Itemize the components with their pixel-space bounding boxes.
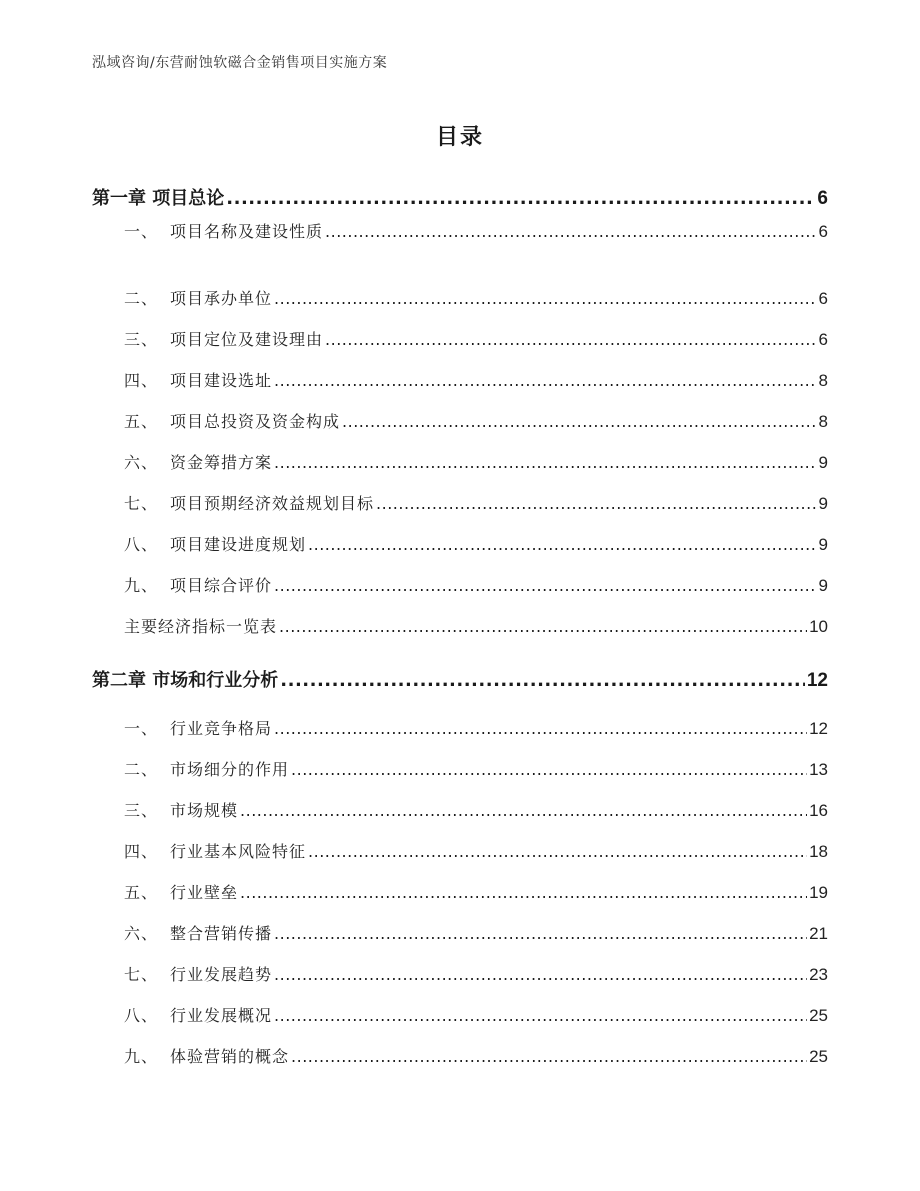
toc-entry[interactable] bbox=[124, 532, 828, 555]
toc-entry[interactable] bbox=[124, 798, 828, 821]
toc-entry[interactable] bbox=[124, 1044, 828, 1067]
toc-chapter-1-label: 第一章 项目总论 bbox=[92, 188, 225, 209]
toc-entry-number: 四、 bbox=[124, 842, 159, 861]
toc-chapter-2[interactable] bbox=[92, 666, 828, 692]
dot-leader bbox=[274, 371, 817, 390]
toc-entry-label: 项目总投资及资金构成 bbox=[170, 412, 341, 431]
dot-leader bbox=[325, 222, 817, 241]
toc-entry[interactable] bbox=[124, 573, 828, 596]
toc-entry-number: 六、 bbox=[124, 924, 159, 943]
toc-entry-page: 13 bbox=[809, 760, 828, 779]
toc-entry-label: 行业发展趋势 bbox=[170, 965, 273, 984]
toc-entry-label: 项目预期经济效益规划目标 bbox=[170, 494, 375, 513]
toc-entry-label: 行业基本风险特征 bbox=[170, 842, 307, 861]
dot-leader bbox=[291, 760, 807, 779]
toc-entry[interactable] bbox=[124, 880, 828, 903]
dot-leader bbox=[274, 576, 817, 595]
toc-entry-page: 25 bbox=[809, 1047, 828, 1066]
toc-entry-label: 市场细分的作用 bbox=[170, 760, 290, 779]
toc-entry-label: 项目承办单位 bbox=[170, 289, 273, 308]
toc-entry-page: 9 bbox=[818, 576, 828, 595]
toc-entry-label: 项目定位及建设理由 bbox=[170, 330, 324, 349]
toc-entry[interactable] bbox=[124, 286, 828, 309]
toc-entry-label: 市场规模 bbox=[170, 801, 239, 820]
toc-entry-number: 二、 bbox=[124, 289, 159, 308]
dot-leader bbox=[342, 412, 817, 431]
toc-entry-number: 四、 bbox=[124, 371, 159, 390]
toc-entry-number: 一、 bbox=[124, 222, 159, 241]
toc-entry-number: 三、 bbox=[124, 330, 159, 349]
toc-entry-page: 8 bbox=[818, 412, 828, 431]
toc-entry-label: 项目名称及建设性质 bbox=[170, 222, 324, 241]
toc-entry[interactable] bbox=[124, 491, 828, 514]
toc-entry-page: 16 bbox=[809, 801, 828, 820]
toc-entry-number: 七、 bbox=[124, 965, 159, 984]
toc-entry-page: 9 bbox=[818, 535, 828, 554]
dot-leader bbox=[274, 924, 807, 943]
toc-entry-page: 6 bbox=[818, 330, 828, 349]
toc-entry-page: 23 bbox=[809, 965, 828, 984]
toc-entry-number: 八、 bbox=[124, 535, 159, 554]
dot-leader bbox=[274, 1006, 807, 1025]
running-header: 泓域咨询/东营耐蚀软磁合金销售项目实施方案 bbox=[92, 55, 388, 71]
toc-entry-page: 12 bbox=[809, 719, 828, 738]
toc-entry-label: 行业壁垒 bbox=[170, 883, 239, 902]
dot-leader bbox=[274, 289, 817, 308]
toc-entry-page: 9 bbox=[818, 453, 828, 472]
toc-entry[interactable] bbox=[124, 921, 828, 944]
toc-chapter-2-label: 第二章 市场和行业分析 bbox=[92, 670, 279, 691]
toc-entry-label: 主要经济指标一览表 bbox=[124, 617, 278, 636]
dot-leader bbox=[274, 719, 807, 738]
toc-entry-page: 10 bbox=[809, 617, 828, 636]
dot-leader bbox=[240, 883, 807, 902]
toc-entry-page: 9 bbox=[818, 494, 828, 513]
toc-entry-label: 行业竞争格局 bbox=[170, 719, 273, 738]
dot-leader bbox=[308, 842, 807, 861]
toc-entry[interactable] bbox=[124, 614, 828, 637]
toc-entry[interactable] bbox=[124, 1003, 828, 1026]
toc-entry-page: 21 bbox=[809, 924, 828, 943]
toc-entry-number: 三、 bbox=[124, 801, 159, 820]
toc-chapter-2-page: 12 bbox=[806, 670, 828, 691]
toc-chapter-1-page: 6 bbox=[817, 188, 828, 209]
toc-entry[interactable] bbox=[124, 450, 828, 473]
toc-entry-page: 18 bbox=[809, 842, 828, 861]
dot-leader bbox=[279, 617, 807, 636]
toc-entry-number: 九、 bbox=[124, 1047, 159, 1066]
header-divider bbox=[92, 76, 828, 77]
toc-chapter-1[interactable] bbox=[92, 184, 828, 210]
dot-leader bbox=[274, 965, 807, 984]
toc-entry-page: 25 bbox=[809, 1006, 828, 1025]
toc-entry-number: 五、 bbox=[124, 412, 159, 431]
toc-entry-label: 项目建设进度规划 bbox=[170, 535, 307, 554]
toc-entry-page: 19 bbox=[809, 883, 828, 902]
toc-entry-label: 资金筹措方案 bbox=[170, 453, 273, 472]
toc-entry-label: 行业发展概况 bbox=[170, 1006, 273, 1025]
toc-entry[interactable] bbox=[124, 716, 828, 739]
toc-entry-number: 七、 bbox=[124, 494, 159, 513]
toc-entry-number: 二、 bbox=[124, 760, 159, 779]
toc-entry-number: 五、 bbox=[124, 883, 159, 902]
toc-entry[interactable] bbox=[124, 368, 828, 391]
toc-entry-number: 一、 bbox=[124, 719, 159, 738]
dot-leader bbox=[308, 535, 817, 554]
dot-leader bbox=[226, 188, 815, 209]
toc-entry-page: 6 bbox=[818, 222, 828, 241]
toc-entry[interactable] bbox=[124, 409, 828, 432]
toc-entry-page: 6 bbox=[818, 289, 828, 308]
toc-entry-number: 六、 bbox=[124, 453, 159, 472]
toc-entry-number: 九、 bbox=[124, 576, 159, 595]
dot-leader bbox=[240, 801, 807, 820]
toc-entry[interactable] bbox=[124, 839, 828, 862]
toc-entry[interactable] bbox=[124, 327, 828, 350]
toc-entry[interactable] bbox=[124, 219, 828, 242]
toc-entry-label: 整合营销传播 bbox=[170, 924, 273, 943]
toc-title: 目录 bbox=[435, 125, 484, 150]
toc-entry-label: 体验营销的概念 bbox=[170, 1047, 290, 1066]
toc-entry[interactable] bbox=[124, 757, 828, 780]
dot-leader bbox=[376, 494, 817, 513]
dot-leader bbox=[274, 453, 817, 472]
dot-leader bbox=[280, 670, 805, 691]
dot-leader bbox=[291, 1047, 807, 1066]
toc-entry-label: 项目综合评价 bbox=[170, 576, 273, 595]
dot-leader bbox=[325, 330, 817, 349]
toc-entry-label: 项目建设选址 bbox=[170, 371, 273, 390]
toc-entry[interactable] bbox=[124, 962, 828, 985]
toc-entry-number: 八、 bbox=[124, 1006, 159, 1025]
toc-entry-page: 8 bbox=[818, 371, 828, 390]
